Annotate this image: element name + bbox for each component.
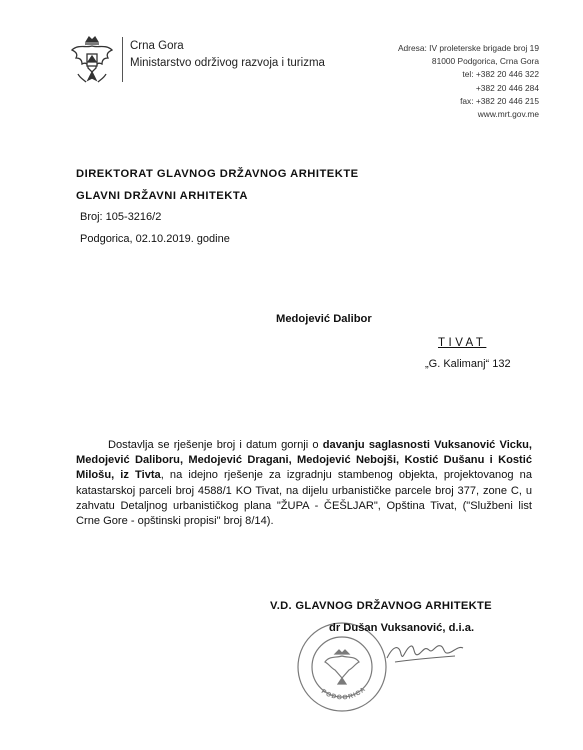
issuer-block [130, 38, 325, 72]
contact-fax: fax: +382 20 446 215 [460, 95, 539, 106]
recipient-street: „G. Kalimanj“ 132 [425, 358, 511, 370]
signatory-name: dr Dušan Vuksanović, d.i.a. [329, 622, 475, 634]
body-text-1: Dostavlja se rješenje broj i datum gornji o [108, 439, 323, 451]
recipient-name: Medojević Dalibor [276, 313, 372, 325]
stamp-city-text: PODGORICA [319, 685, 368, 702]
document-number: Broj: 105-3216/2 [80, 211, 162, 223]
directorate-block [76, 163, 359, 207]
body-paragraph [76, 438, 532, 529]
country-name: Crna Gora [130, 40, 184, 52]
contact-address: Adresa: IV proleterske brigade broj 19 [397, 43, 539, 53]
header-divider [122, 37, 123, 82]
ministry-name: Ministarstvo održivog razvoja i turizma [130, 57, 325, 69]
directorate-title: DIREKTORAT GLAVNOG DRŽAVNOG ARHITEKTE [76, 168, 359, 180]
contact-block [398, 42, 539, 121]
body-text-bold: davanju saglasnosti Vuksanović Vicku, Medojević Daliboru, Medojević Dragani, Medojević Nebojši, Kostić Dušanu i Kostić Milošu, iz Tivta [76, 439, 533, 482]
signatory-title: V.D. GLAVNOG DRŽAVNOG ARHITEKTE [270, 600, 492, 612]
handwritten-signature-icon [385, 636, 465, 670]
chief-architect-title: GLAVNI DRŽAVNI ARHITEKTA [76, 190, 248, 202]
svg-text:PODGORICA [320, 686, 368, 702]
place-date: Podgorica, 02.10.2019. godine [80, 233, 230, 245]
coat-of-arms-icon [68, 34, 116, 90]
contact-city: 81000 Podgorica, Crna Gora [431, 56, 539, 67]
contact-website: www.mrt.gov.me [477, 109, 539, 120]
contact-phone-1: tel: +382 20 446 322 [462, 69, 539, 80]
body-text-2: , na idejno rješenje za izgradnju stambenog objekta, projektovanog na katastarskoj parceli broj 4588/1 KO Tivat, na dijelu urbanističke parcele broj 377, zone C, u zahvatu Detaljnog urbanističkog plana "ŽUPA - ČEŠLJAR", Opština Tivat, ("Službeni list Crne Gore - opštinski propisi" broj 8/14). [76, 469, 532, 528]
contact-phone-2: +382 20 446 284 [475, 82, 539, 93]
official-stamp-icon [295, 620, 389, 714]
recipient-city: TIVAT [438, 337, 487, 349]
document-meta [80, 206, 230, 250]
